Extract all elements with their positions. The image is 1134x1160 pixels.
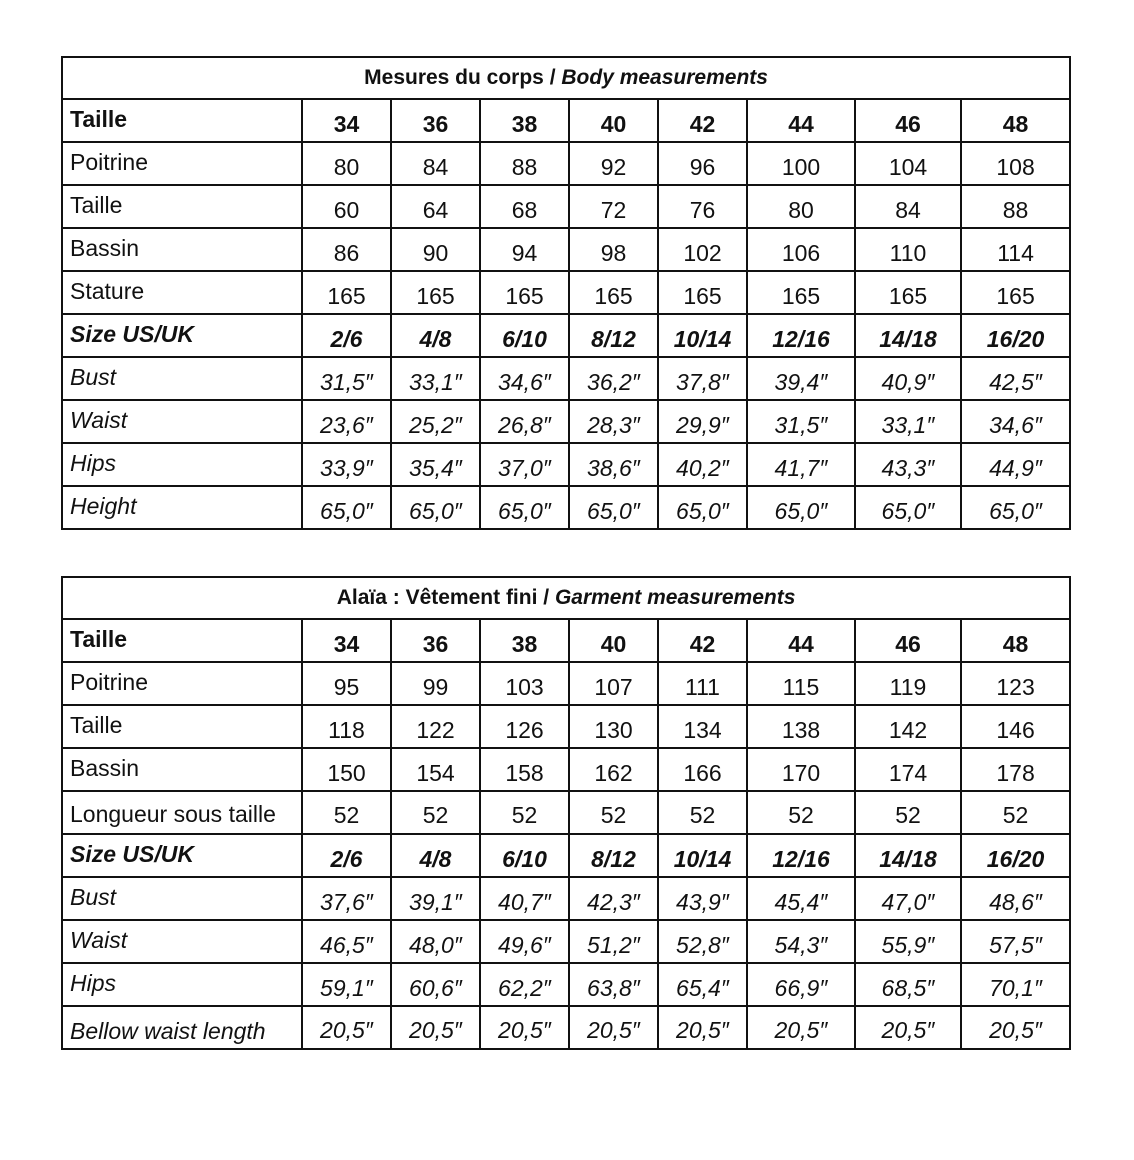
inch-cell: 20,5″ [569,1006,658,1049]
table-title [62,57,1070,99]
inch-cell: 36,2″ [569,357,658,400]
table-cell: 106 [747,228,855,271]
table-cell: 162 [569,748,658,791]
table-cell: 118 [302,705,391,748]
inch-cell: 33,9″ [302,443,391,486]
table-cell: 154 [391,748,480,791]
table-cell: 88 [480,142,569,185]
size-header-cell: 44 [747,619,855,662]
size-header-cell: 48 [961,99,1070,142]
us-size-cell: 4/8 [391,314,480,357]
table-cell: 165 [855,271,961,314]
us-size-cell: 14/18 [855,834,961,877]
inch-cell: 46,5″ [302,920,391,963]
table-cell: 114 [961,228,1070,271]
table-title [62,577,1070,619]
inch-cell: 20,5″ [855,1006,961,1049]
inch-cell: 20,5″ [302,1006,391,1049]
size-header-cell: 38 [480,99,569,142]
table-cell: 138 [747,705,855,748]
size-header-cell: 36 [391,99,480,142]
table-cell: 52 [480,791,569,834]
inch-cell: 28,3″ [569,400,658,443]
table-cell: 52 [391,791,480,834]
us-size-cell: 10/14 [658,314,747,357]
inch-cell: 65,0″ [480,486,569,529]
inch-row-label: Waist [62,920,302,963]
table-cell: 130 [569,705,658,748]
row-label: Bassin [62,228,302,271]
inch-cell: 70,1″ [961,963,1070,1006]
inch-cell: 59,1″ [302,963,391,1006]
table-cell: 104 [855,142,961,185]
inch-cell: 42,5″ [961,357,1070,400]
us-size-label: Size US/UK [62,834,302,877]
garment-measurements-table [61,576,1071,1050]
table-cell: 150 [302,748,391,791]
inch-cell: 51,2″ [569,920,658,963]
inch-cell: 65,4″ [658,963,747,1006]
table-cell: 174 [855,748,961,791]
inch-cell: 66,9″ [747,963,855,1006]
inch-row-label: Hips [62,963,302,1006]
size-header-cell: 46 [855,99,961,142]
inch-cell: 33,1″ [855,400,961,443]
table-cell: 60 [302,185,391,228]
size-header-cell: 46 [855,619,961,662]
inch-cell: 20,5″ [391,1006,480,1049]
inch-cell: 65,0″ [658,486,747,529]
inch-cell: 20,5″ [480,1006,569,1049]
inch-cell: 39,1″ [391,877,480,920]
table-cell: 178 [961,748,1070,791]
inch-cell: 65,0″ [855,486,961,529]
table-cell: 76 [658,185,747,228]
inch-cell: 47,0″ [855,877,961,920]
inch-cell: 41,7″ [747,443,855,486]
table-cell: 165 [658,271,747,314]
inch-row-label: Hips [62,443,302,486]
table-cell: 111 [658,662,747,705]
table-cell: 90 [391,228,480,271]
inch-cell: 37,8″ [658,357,747,400]
table-title-text: Alaïa : Vêtement fini / [336,586,555,610]
size-header-label: Taille [62,99,302,142]
row-label: Stature [62,271,302,314]
row-label: Taille [62,185,302,228]
table-cell: 122 [391,705,480,748]
size-header-cell: 40 [569,619,658,662]
table-cell: 52 [855,791,961,834]
inch-cell: 35,4″ [391,443,480,486]
table-cell: 110 [855,228,961,271]
table-cell: 100 [747,142,855,185]
table-cell: 52 [747,791,855,834]
table-cell: 142 [855,705,961,748]
table-cell: 146 [961,705,1070,748]
size-header-cell: 36 [391,619,480,662]
inch-cell: 43,9″ [658,877,747,920]
us-size-cell: 8/12 [569,834,658,877]
table-cell: 107 [569,662,658,705]
table-cell: 52 [569,791,658,834]
inch-cell: 20,5″ [961,1006,1070,1049]
inch-cell: 68,5″ [855,963,961,1006]
size-header-cell: 34 [302,99,391,142]
inch-cell: 54,3″ [747,920,855,963]
inch-row-label: Bust [62,357,302,400]
inch-cell: 34,6″ [480,357,569,400]
us-size-cell: 16/20 [961,314,1070,357]
inch-row-label: Bellow waist length [62,1006,302,1049]
size-header-cell: 40 [569,99,658,142]
table-cell: 92 [569,142,658,185]
inch-cell: 65,0″ [747,486,855,529]
us-size-label: Size US/UK [62,314,302,357]
inch-cell: 49,6″ [480,920,569,963]
inch-cell: 26,8″ [480,400,569,443]
table-cell: 134 [658,705,747,748]
us-size-cell: 2/6 [302,314,391,357]
size-header-cell: 38 [480,619,569,662]
inch-cell: 29,9″ [658,400,747,443]
inch-cell: 65,0″ [569,486,658,529]
inch-cell: 20,5″ [747,1006,855,1049]
table-cell: 166 [658,748,747,791]
us-size-cell: 16/20 [961,834,1070,877]
table-cell: 115 [747,662,855,705]
inch-cell: 52,8″ [658,920,747,963]
row-label: Bassin [62,748,302,791]
table-cell: 102 [658,228,747,271]
inch-cell: 44,9″ [961,443,1070,486]
inch-cell: 40,9″ [855,357,961,400]
table-cell: 72 [569,185,658,228]
size-header-cell: 42 [658,99,747,142]
size-header-cell: 42 [658,619,747,662]
table-cell: 108 [961,142,1070,185]
us-size-cell: 8/12 [569,314,658,357]
table-cell: 68 [480,185,569,228]
inch-cell: 65,0″ [961,486,1070,529]
us-size-cell: 6/10 [480,314,569,357]
table-cell: 165 [391,271,480,314]
inch-cell: 65,0″ [302,486,391,529]
table-cell: 99 [391,662,480,705]
us-size-cell: 12/16 [747,834,855,877]
table-cell: 119 [855,662,961,705]
inch-cell: 45,4″ [747,877,855,920]
table-cell: 165 [747,271,855,314]
inch-cell: 55,9″ [855,920,961,963]
inch-cell: 37,6″ [302,877,391,920]
inch-row-label: Waist [62,400,302,443]
table-cell: 165 [480,271,569,314]
table-cell: 94 [480,228,569,271]
table-cell: 84 [855,185,961,228]
inch-cell: 38,6″ [569,443,658,486]
inch-cell: 31,5″ [747,400,855,443]
row-label: Poitrine [62,662,302,705]
table-cell: 80 [302,142,391,185]
table-cell: 165 [961,271,1070,314]
table-cell: 158 [480,748,569,791]
inch-cell: 31,5″ [302,357,391,400]
size-header-label: Taille [62,619,302,662]
table-title-english: Garment measurements [554,586,796,610]
inch-cell: 48,6″ [961,877,1070,920]
us-size-cell: 6/10 [480,834,569,877]
table-cell: 80 [747,185,855,228]
us-size-cell: 2/6 [302,834,391,877]
table-cell: 170 [747,748,855,791]
inch-cell: 62,2″ [480,963,569,1006]
body-measurements-table [61,56,1071,530]
table-cell: 96 [658,142,747,185]
table-cell: 52 [302,791,391,834]
table-cell: 86 [302,228,391,271]
us-size-cell: 12/16 [747,314,855,357]
table-cell: 84 [391,142,480,185]
row-label: Taille [62,705,302,748]
size-header-cell: 48 [961,619,1070,662]
table-title-text: Mesures du corps / [364,66,562,90]
table-cell: 103 [480,662,569,705]
table-cell: 126 [480,705,569,748]
inch-cell: 65,0″ [391,486,480,529]
inch-row-label: Height [62,486,302,529]
inch-cell: 40,2″ [658,443,747,486]
table-cell: 52 [961,791,1070,834]
table-title-english: Body measurements [561,66,768,90]
table-cell: 95 [302,662,391,705]
table-cell: 64 [391,185,480,228]
inch-cell: 63,8″ [569,963,658,1006]
table-cell: 88 [961,185,1070,228]
table-cell: 123 [961,662,1070,705]
row-label: Longueur sous taille [62,791,302,834]
table-cell: 165 [569,271,658,314]
inch-cell: 23,6″ [302,400,391,443]
inch-cell: 43,3″ [855,443,961,486]
table-cell: 98 [569,228,658,271]
inch-cell: 48,0″ [391,920,480,963]
row-label: Poitrine [62,142,302,185]
inch-cell: 37,0″ [480,443,569,486]
inch-cell: 25,2″ [391,400,480,443]
us-size-cell: 10/14 [658,834,747,877]
table-cell: 165 [302,271,391,314]
inch-cell: 20,5″ [658,1006,747,1049]
table-cell: 52 [658,791,747,834]
size-header-cell: 34 [302,619,391,662]
inch-cell: 42,3″ [569,877,658,920]
inch-cell: 57,5″ [961,920,1070,963]
inch-cell: 39,4″ [747,357,855,400]
us-size-cell: 4/8 [391,834,480,877]
inch-cell: 60,6″ [391,963,480,1006]
inch-cell: 34,6″ [961,400,1070,443]
inch-row-label: Bust [62,877,302,920]
us-size-cell: 14/18 [855,314,961,357]
size-header-cell: 44 [747,99,855,142]
inch-cell: 33,1″ [391,357,480,400]
inch-cell: 40,7″ [480,877,569,920]
